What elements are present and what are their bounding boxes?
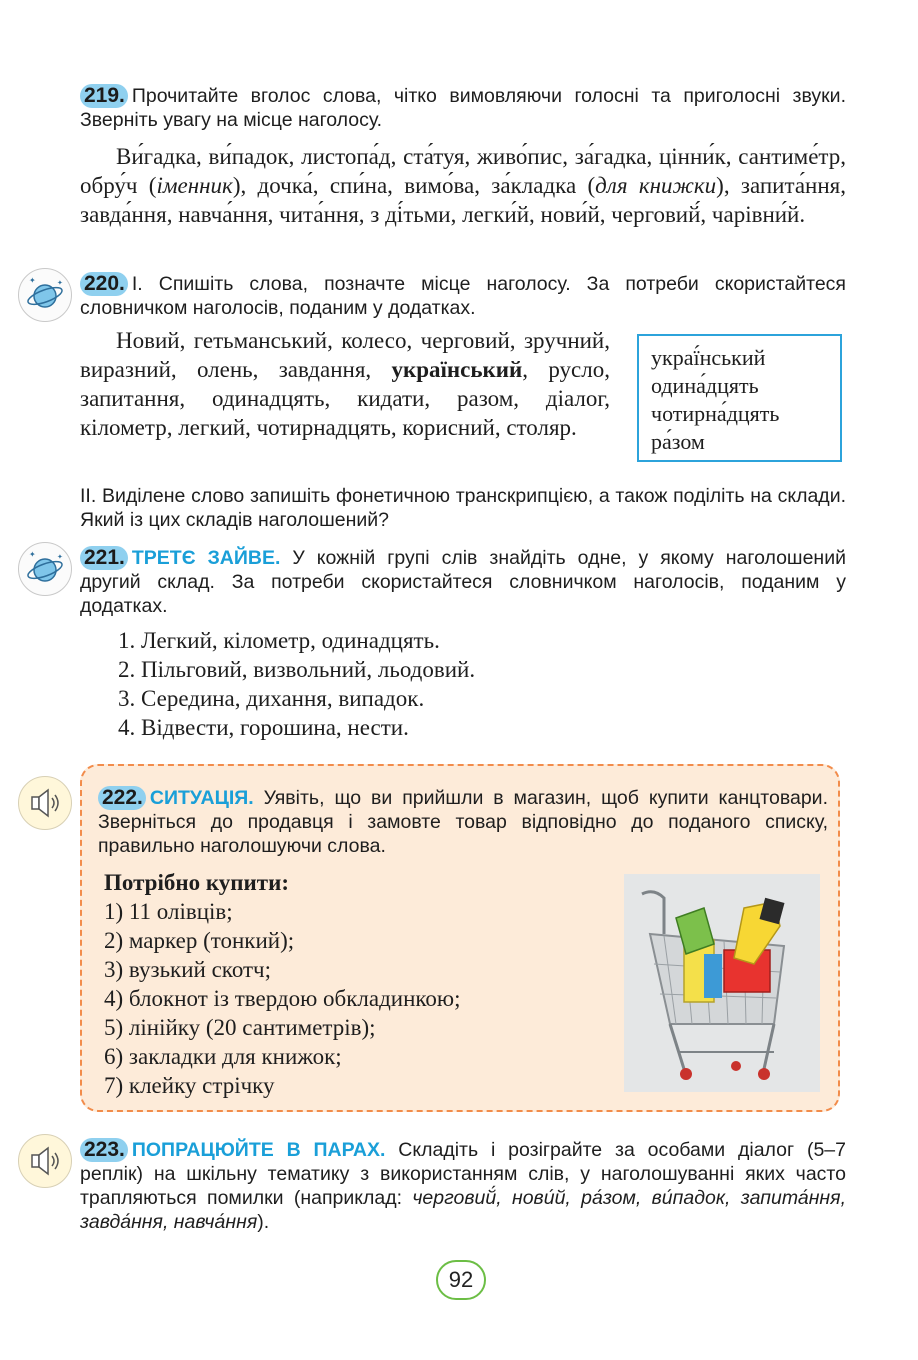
list-item: 5) лінійку (20 сантиметрів);	[104, 1015, 376, 1040]
svg-text:✦: ✦	[57, 280, 63, 287]
list-item: 3. Середина, дихання, випадок.	[118, 686, 425, 711]
shopping-list-title: Потрібно купити:	[104, 870, 289, 895]
stress-word: чотирна́дцять	[651, 401, 780, 426]
list-item: 2) маркер (тонкий);	[104, 928, 295, 953]
shopping-list	[104, 868, 614, 1100]
stress-word: одина́дцять	[651, 373, 759, 398]
exercise-220-task-1: 220. І. Спишіть слова, позначте місце наголосу. За потреби скористайтеся словничком наголосів, поданим у додатках.	[80, 272, 846, 319]
exercise-220	[80, 272, 846, 320]
stress-word: украї́нський	[651, 345, 766, 370]
exercise-219-words: Ви́гадка, ви́падок, листопа́д, ста́туя, живо́пис, за́гадка, цінни́к, сантиме́тр, обру́ч (іменник), дочка́, спи́на, вимо́ва, за́кладка (для книжки), запита́ння, завда́ння, навча́ння, чита́ння, з ді́тьми, легки́й, нови́й, черговий́, чарівни́й.	[80, 144, 846, 227]
exercise-220-words: Новий, гетьманський, колесо, черговий, зручний, виразний, олень, завдання, український, русло, запитання, одинадцять, кидати, разом, діалог, кілометр, легкий, чотирнадцять, корисний, столяр.	[80, 328, 610, 440]
exercise-222	[98, 786, 828, 858]
planet-icon	[18, 542, 72, 596]
exercise-221-list	[80, 626, 846, 742]
page-number: 92	[436, 1260, 486, 1300]
list-item: 1) 11 олівців;	[104, 899, 233, 924]
speaker-icon	[18, 776, 72, 830]
exercise-223-task: 223. ПОПРАЦЮЙТЕ В ПАРАХ. Складіть і розіграйте за особами діалог (5–7 реплік) на шкільну тематику з використанням слів, у наголошуванні яких часто трапляються помилки (наприклад: черговий́, нови́й, ра́зом, ви́падок, запита́ння, завда́ння, навча́ння).	[80, 1138, 846, 1233]
list-item: 6) закладки для книжок;	[104, 1044, 342, 1069]
example-words: черговий́, нови́й, ра́зом, ви́падок, запита́ння, завда́ння, навча́ння	[80, 1187, 846, 1233]
exercise-number: 222.	[98, 786, 146, 810]
exercise-219	[80, 84, 846, 229]
svg-text:✦: ✦	[29, 276, 36, 285]
list-item: 7) клейку стрічку	[104, 1073, 275, 1098]
svg-text:✦: ✦	[57, 554, 63, 561]
stress-dictionary-box	[637, 334, 842, 462]
exercise-219-task: 219. Прочитайте вголос слова, чітко вимовляючи голосні та приголосні звуки. Зверніть увагу на місце наголосу.	[80, 84, 846, 131]
svg-text:✦: ✦	[29, 550, 36, 559]
exercise-223	[80, 1138, 846, 1234]
exercise-number: 220.	[80, 272, 128, 296]
exercise-number: 221.	[80, 546, 128, 570]
exercise-220-task-2: ІІ. Виділене слово запишіть фонетичною транскрипцією, а також поділіть на склади. Який із цих складів наголошений?	[80, 485, 846, 531]
stress-word: ра́зом	[651, 429, 705, 454]
list-item: 3) вузький скотч;	[104, 957, 272, 982]
shopping-cart-image	[624, 874, 820, 1092]
exercise-number: 223.	[80, 1138, 128, 1162]
list-item: 2. Пільговий, визвольний, льодовий.	[118, 657, 476, 682]
speaker-icon	[18, 1134, 72, 1188]
exercise-222-task: 222. СИТУАЦІЯ. Уявіть, що ви прийшли в магазин, щоб купити канцтовари. Зверніться до продавця і замовте товар відповідно до поданого списку, правильно наголошуючи слова.	[98, 786, 828, 857]
exercise-221	[80, 546, 846, 742]
list-item: 4) блокнот із твердою обкладинкою;	[104, 986, 461, 1011]
exercise-number: 219.	[80, 84, 128, 108]
planet-icon	[18, 268, 72, 322]
list-item: 1. Легкий, кілометр, одинадцять.	[118, 628, 440, 653]
list-item: 4. Відвести, горошина, нести.	[118, 715, 409, 740]
exercise-221-task: 221. ТРЕТЄ ЗАЙВЕ. У кожній групі слів знайдіть одне, у якому наголошений другий склад. За потреби скористайтеся словничком наголосів, поданим у додатках.	[80, 546, 846, 617]
